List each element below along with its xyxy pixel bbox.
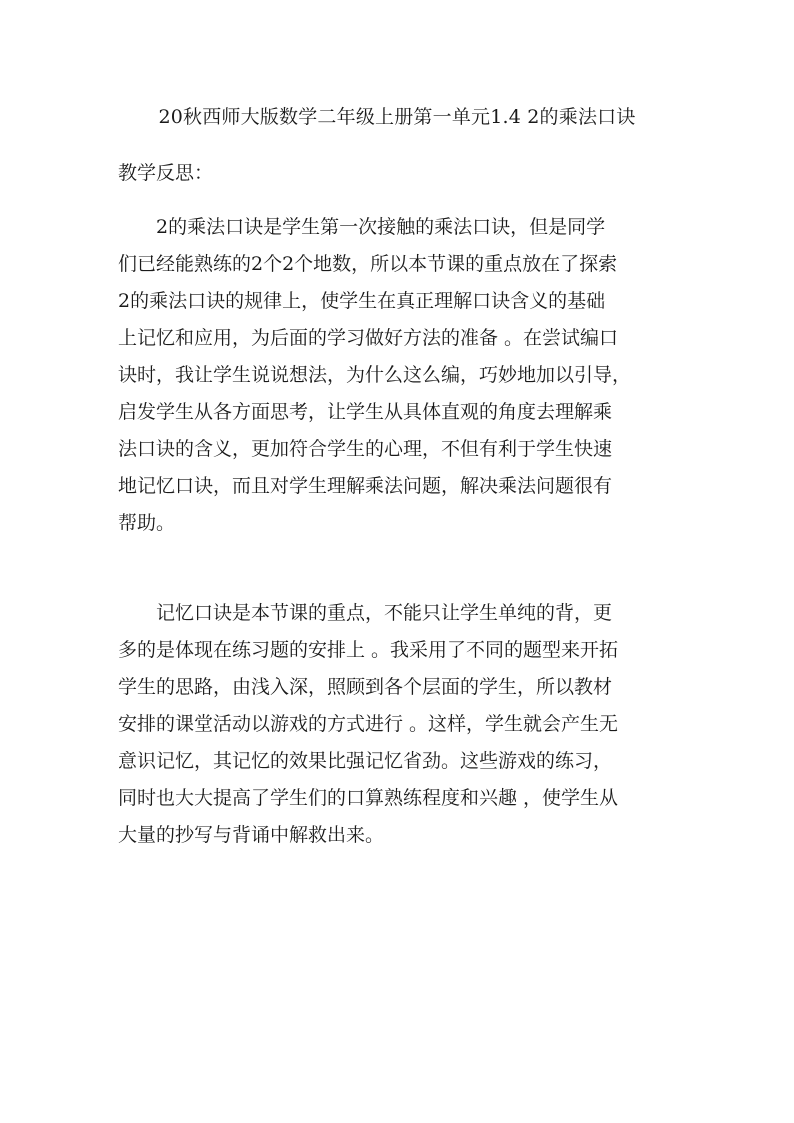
paragraph-line: 法口诀的含义，更加符合学生的心理，不但有利于学生快速 xyxy=(118,438,613,460)
paragraph-line: 多的是体现在练习题的安排上 。我采用了不同的题型来开拓 xyxy=(118,639,619,661)
paragraph-2 xyxy=(118,600,698,859)
paragraph-line: 帮助。 xyxy=(118,512,176,534)
paragraph-line: 2的乘法口诀的规律上，使学生在真正理解口诀含义的基础 xyxy=(118,290,606,312)
paragraph-line: 大量的抄写与背诵中解救出来。 xyxy=(118,824,385,846)
paragraph-line: 上记忆和应用，为后面的学习做好方法的准备 。在尝试编口 xyxy=(118,327,619,349)
paragraph-1 xyxy=(118,214,698,547)
paragraph-line: 2的乘法口诀是学生第一次接触的乘法口诀，但是同学 xyxy=(118,216,606,238)
paragraph-line: 安排的课堂活动以游戏的方式进行 。这样，学生就会产生无 xyxy=(118,713,619,735)
paragraph-line: 记忆口诀是本节课的重点，不能只让学生单纯的背，更 xyxy=(118,602,613,624)
paragraph-line: 诀时，我让学生说说想法，为什么这么编，巧妙地加以引导， xyxy=(118,364,632,386)
paragraph-line: 意识记忆，其记忆的效果比强记忆省劲。这些游戏的练习， xyxy=(118,750,613,772)
paragraph-line: 学生的思路，由浅入深，照顾到各个层面的学生，所以教材 xyxy=(118,676,613,698)
section-label: 教学反思： xyxy=(118,162,214,184)
paragraph-line: 们已经能熟练的2个2个地数，所以本节课的重点放在了探索 xyxy=(118,253,618,275)
paragraph-line: 同时也大大提高了学生们的口算熟练程度和兴趣 ，使学生从 xyxy=(118,787,619,809)
paragraph-line: 启发学生从各方面思考，让学生从具体直观的角度去理解乘 xyxy=(118,401,613,423)
document-title: 20秋西师大版数学二年级上册第一单元1.4 2的乘法口诀 xyxy=(158,106,636,128)
paragraph-line: 地记忆口诀，而且对学生理解乘法问题，解决乘法问题很有 xyxy=(118,475,613,497)
